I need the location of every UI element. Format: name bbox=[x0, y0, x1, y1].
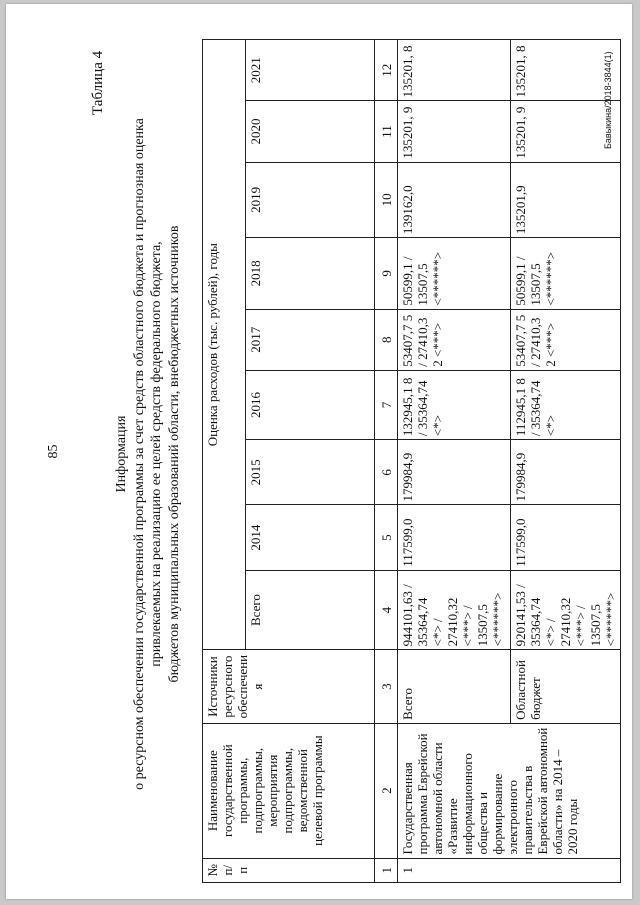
header-source: Источники ресурсного обеспечения bbox=[203, 650, 375, 723]
table-row bbox=[398, 40, 511, 883]
header-year: 2019 bbox=[246, 162, 375, 238]
column-number: 2 bbox=[375, 723, 398, 858]
header-year: 2014 bbox=[246, 505, 375, 570]
header-year: 2015 bbox=[246, 440, 375, 505]
value-cell: 139162,0 bbox=[398, 162, 511, 238]
document-footer: Бавыкина/2018-3844(1) bbox=[603, 51, 613, 149]
value-cell: 112945,1 8 / 35364,74 <*> bbox=[511, 370, 621, 439]
header-total: Всего bbox=[246, 570, 375, 650]
value-cell: 50599,1 / 13507,5 <******> bbox=[511, 238, 621, 309]
column-number: 8 bbox=[375, 309, 398, 370]
title-line: Информация bbox=[114, 415, 129, 493]
header-year: 2018 bbox=[246, 238, 375, 309]
column-number: 11 bbox=[375, 101, 398, 162]
column-number: 5 bbox=[375, 505, 398, 570]
document-title bbox=[113, 89, 183, 819]
value-cell: 920141,53 / 35364,74 <*> / 27410,32 <***> / 13507,5 <******> bbox=[511, 570, 621, 650]
value-cell: 135201, 8 bbox=[398, 40, 511, 101]
column-number-row bbox=[375, 40, 398, 883]
column-number: 10 bbox=[375, 162, 398, 238]
header-name: Наименование государственной программы, подпрограммы, мероприятия подпрограммы, ведомственной целевой программы bbox=[203, 723, 375, 858]
title-line: о ресурсном обеспечении государственной программы за счет средств областного бюджета и прогнозная оценка bbox=[131, 118, 147, 790]
value-cell: 117599,0 bbox=[511, 505, 621, 570]
value-cell: 179984,9 bbox=[398, 440, 511, 505]
value-cell: 117599,0 bbox=[398, 505, 511, 570]
page-number: 85 bbox=[46, 444, 61, 459]
value-cell: 135201,9 bbox=[511, 162, 621, 238]
header-year: 2017 bbox=[246, 309, 375, 370]
column-number: 4 bbox=[375, 570, 398, 650]
value-cell: 944101,63 / 35364,74 <*> / 27410,32 <***> / 13507,5 <******> bbox=[398, 570, 511, 650]
value-cell: 135201, 9 bbox=[398, 101, 511, 162]
value-cell: 179984,9 bbox=[511, 440, 621, 505]
table-label: Таблица 4 bbox=[90, 50, 106, 115]
value-cell: 135201, 9 bbox=[511, 101, 621, 162]
column-number: 1 bbox=[375, 858, 398, 882]
column-number: 12 bbox=[375, 40, 398, 101]
column-number: 3 bbox=[375, 650, 398, 723]
header-estimate: Оценка расходов (тыс. рублей), годы bbox=[203, 40, 246, 650]
column-number: 9 bbox=[375, 238, 398, 309]
header-year: 2016 bbox=[246, 370, 375, 439]
value-cell: 50599,1 / 13507,5 <******> bbox=[398, 238, 511, 309]
value-cell: 132945,1 8 / 35364,74 <*> bbox=[398, 370, 511, 439]
landscape-content bbox=[6, 4, 632, 899]
source-cell: Областной бюджет bbox=[511, 650, 621, 723]
document-page bbox=[6, 4, 632, 899]
value-cell: 53407,7 5 / 27410,3 2 <***> bbox=[511, 309, 621, 370]
source-cell: Всего bbox=[398, 650, 511, 723]
header-num: № п/п bbox=[203, 858, 375, 882]
header-year: 2020 bbox=[246, 101, 375, 162]
value-cell: 135201, 8 bbox=[511, 40, 621, 101]
title-line: бюджетов муниципальных образований области, внебюджетных источников bbox=[166, 225, 182, 683]
column-number: 6 bbox=[375, 440, 398, 505]
title-line: привлекаемых на реализацию ее целей средств федерального бюджета, bbox=[149, 241, 164, 667]
row-num: 1 bbox=[398, 858, 621, 882]
column-number: 7 bbox=[375, 370, 398, 439]
header-row bbox=[203, 40, 246, 883]
resource-table bbox=[202, 39, 621, 883]
value-cell: 53407,7 5 / 27410,3 2 <***> bbox=[398, 309, 511, 370]
header-year: 2021 bbox=[246, 40, 375, 101]
program-name: Государственная программа Еврейской автономной области «Развитие информационного общества и формирование электронного правительства в Еврейской автономной области» на 2014 – 2020 годы bbox=[398, 723, 621, 858]
